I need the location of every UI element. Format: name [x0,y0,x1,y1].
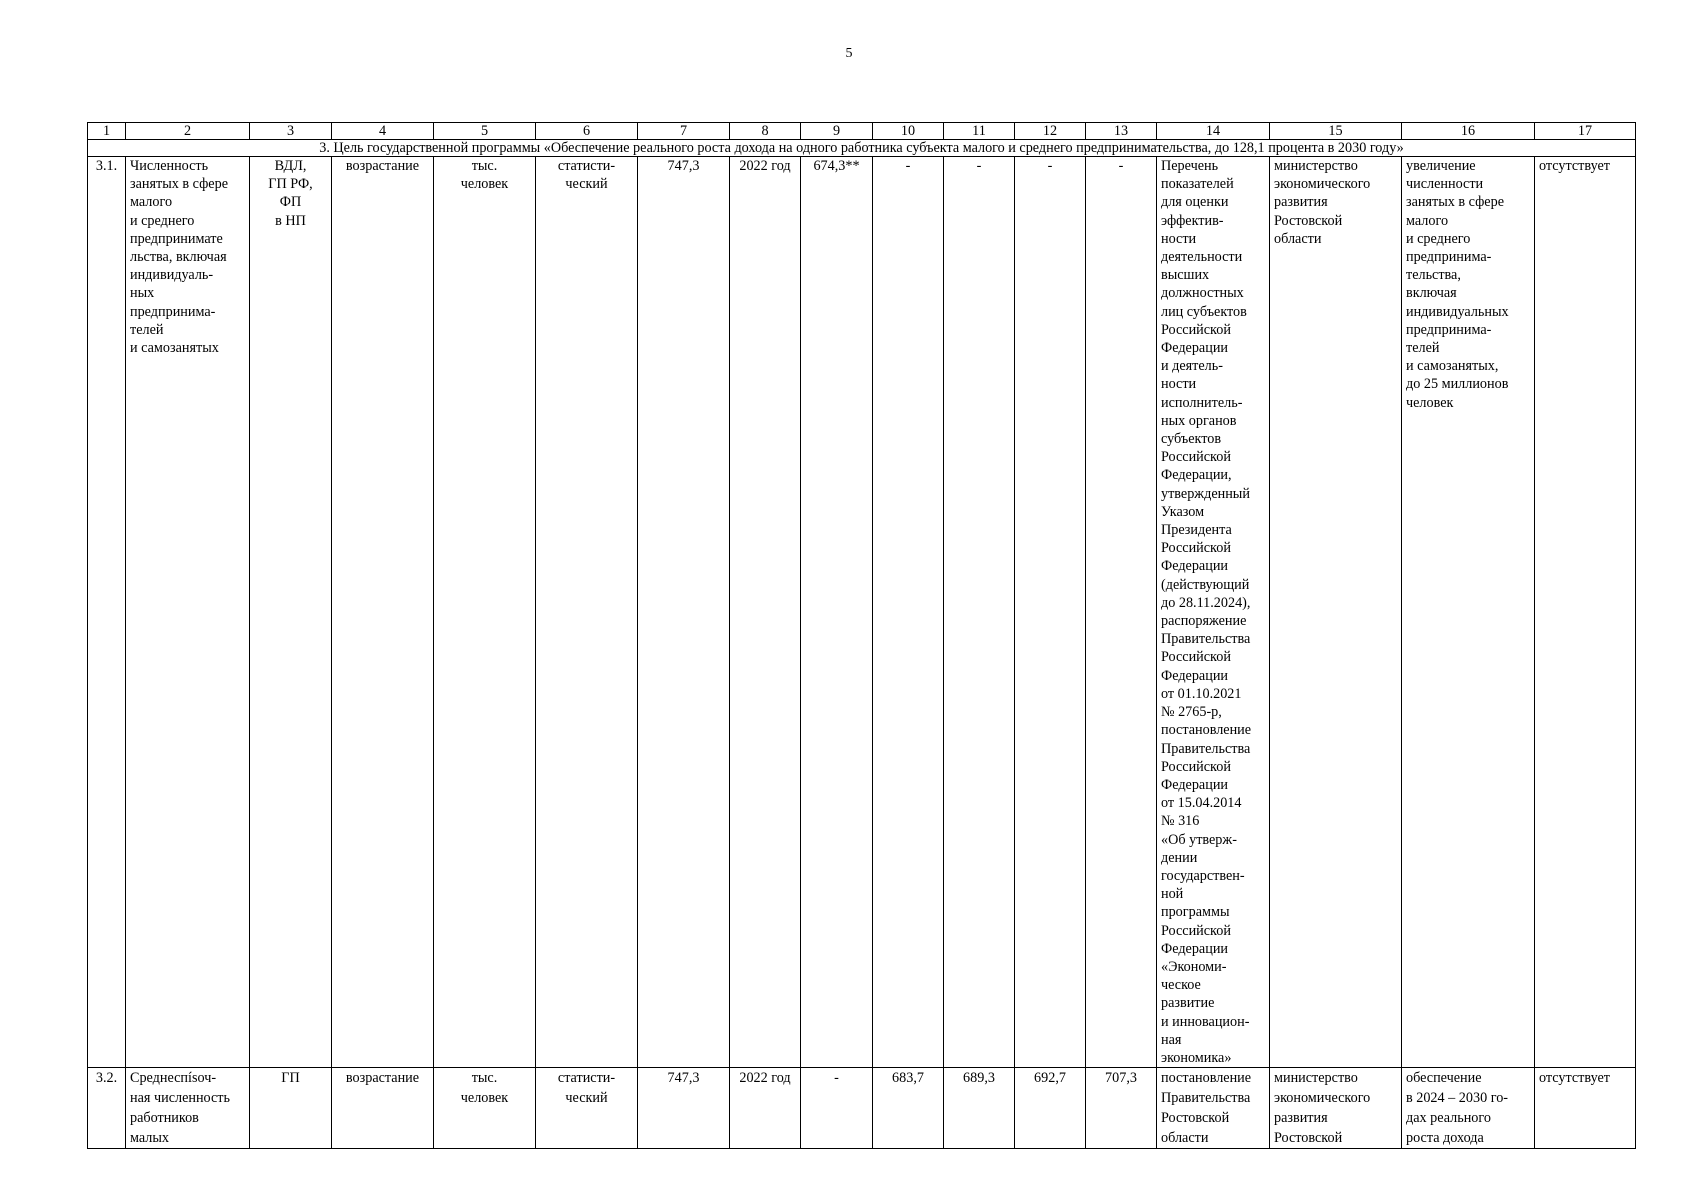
table-row [88,157,1636,1068]
information-system: отсутствует [1535,157,1636,1068]
column-header: 3 [250,123,332,140]
column-header: 9 [801,123,873,140]
row-number: 3.1. [88,157,126,1068]
column-header: 15 [1270,123,1402,140]
column-header: 8 [730,123,801,140]
value-col-11: - [944,157,1015,1068]
goal-heading: 3. Цель государственной программы «Обеспечение реального роста дохода на одного работника субъекта малого и среднего предпринимательства, до 128,1 процента в 2030 году» [88,140,1636,157]
column-number-row [88,123,1636,140]
value-col-9: 674,3** [801,157,873,1068]
column-header: 7 [638,123,730,140]
indicator-name: Среднеспísоч- ная численность работников малых [126,1068,250,1149]
value-col-10: - [873,157,944,1068]
value-col-12: - [1015,157,1086,1068]
column-header: 11 [944,123,1015,140]
column-header: 2 [126,123,250,140]
column-header: 6 [536,123,638,140]
column-header: 17 [1535,123,1636,140]
page-number: 5 [845,46,853,61]
base-value: 747,3 [638,1068,730,1149]
column-header: 13 [1086,123,1157,140]
value-col-9: - [801,1068,873,1149]
row-number: 3.2. [88,1068,126,1149]
indicator-level: ВДЛ, ГП РФ, ФП в НП [250,157,332,1068]
column-header: 4 [332,123,434,140]
indicator-unit: тыс. человек [434,157,536,1068]
responsible-body: министерство экономического развития Ростовской [1270,1068,1402,1149]
column-header: 10 [873,123,944,140]
base-year: 2022 год [730,1068,801,1149]
source-document: Перечень показателей для оценки эффектив- ности деятельности высших должностных лиц субъектов Российской Федерации и деятель- ности исполнитель- ных органов субъектов Российской Федерации, утвержденный Указом Президента Российской Федерации (действующий до 28.11.2024), распоряжение Правительства Российской Федерации от 01.10.2021 № 2765-р, постановление Правительства Российской Федерации от 15.04.2014 № 316 «Об утверж- дении государствен- ной программы Российской Федерации «Экономи- ческое развитие и инновацион- ная экономика» [1157,157,1270,1068]
column-header: 1 [88,123,126,140]
base-year: 2022 год [730,157,801,1068]
column-header: 16 [1402,123,1535,140]
national-goal-link: обеспечение в 2024 – 2030 го- дах реального роста дохода [1402,1068,1535,1149]
indicator-trend: возрастание [332,157,434,1068]
column-header: 5 [434,123,536,140]
indicator-trend: возрастание [332,1068,434,1149]
value-col-12: 692,7 [1015,1068,1086,1149]
table-row [88,1068,1636,1149]
source-document: постановление Правительства Ростовской области [1157,1068,1270,1149]
value-col-13: - [1086,157,1157,1068]
indicator-level: ГП [250,1068,332,1149]
national-goal-link: увеличение численности занятых в сфере малого и среднего предпринима- тельства, включая индивидуальных предпринима- телей и самозанятых, до 25 миллионов человек [1402,157,1535,1068]
value-col-11: 689,3 [944,1068,1015,1149]
goal-row [88,140,1636,157]
indicators-table [87,122,1636,1149]
indicator-type: статисти- ческий [536,1068,638,1149]
value-col-13: 707,3 [1086,1068,1157,1149]
information-system: отсутствует [1535,1068,1636,1149]
responsible-body: министерство экономического развития Ростовской области [1270,157,1402,1068]
base-value: 747,3 [638,157,730,1068]
indicator-name: Численность занятых в сфере малого и среднего предпринимате льства, включая индивидуаль- ных предпринима- телей и самозанятых [126,157,250,1068]
column-header: 12 [1015,123,1086,140]
value-col-10: 683,7 [873,1068,944,1149]
indicator-unit: тыс. человек [434,1068,536,1149]
column-header: 14 [1157,123,1270,140]
indicator-type: статисти- ческий [536,157,638,1068]
